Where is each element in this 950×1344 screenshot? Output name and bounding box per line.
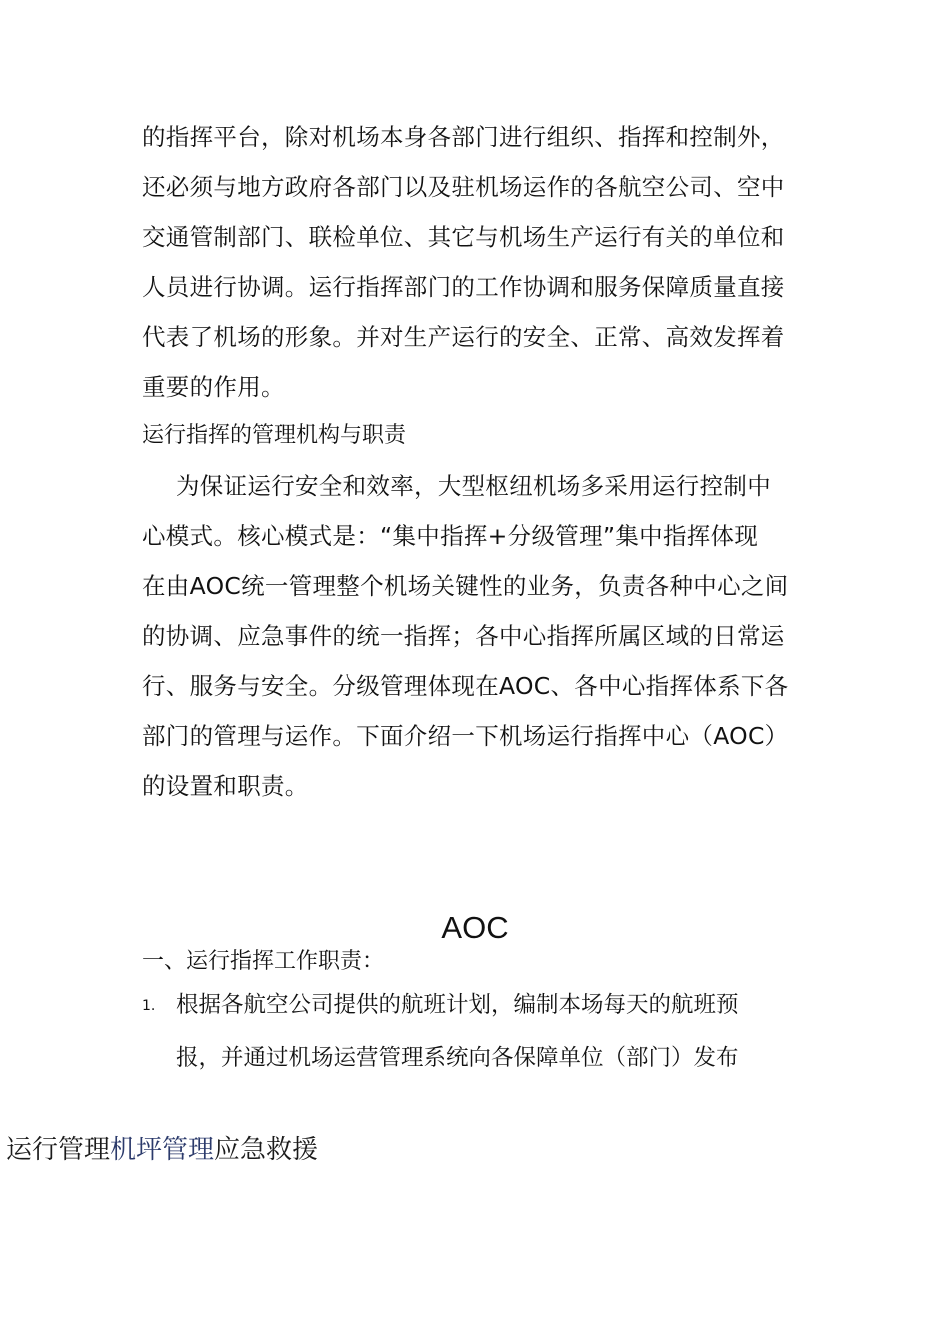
- text-line: 部门的管理与运作。下面介绍一下机场运行指挥中心（AOC）: [142, 722, 789, 750]
- duties-heading: 一、运行指挥工作职责：: [142, 949, 385, 974]
- footer-link-apron[interactable]: 机坪管理: [110, 1135, 215, 1165]
- list-item-continuation: 报，并通过机场运营管理系统向各保障单位（部门）发布: [176, 1044, 739, 1071]
- text-line: 交通管制部门、联检单位、其它与机场生产运行有关的单位和: [142, 223, 785, 251]
- text-line: 的设置和职责。: [142, 772, 309, 800]
- list-number: 1.: [142, 997, 156, 1014]
- text-line: 代表了机场的形象。并对生产运行的安全、正常、高效发挥着: [142, 323, 785, 351]
- footer-link-emergency[interactable]: 应急救援: [214, 1135, 319, 1165]
- section-heading: 运行指挥的管理机构与职责: [142, 423, 407, 448]
- text-line: 人员进行协调。运行指挥部门的工作协调和服务保障质量直接: [142, 273, 785, 301]
- text-line: 心模式。核心模式是：“集中指挥+分级管理”集中指挥体现: [142, 522, 759, 550]
- paragraph-2: [142, 461, 822, 811]
- text-line: 还必须与地方政府各部门以及驻机场运作的各航空公司、空中: [142, 173, 785, 201]
- text-line: 的指挥平台，除对机场本身各部门进行组织、指挥和控制外，: [142, 123, 785, 151]
- text-line: 重要的作用。: [142, 373, 285, 401]
- list-item-text: 根据各航空公司提供的航班计划，编制本场每天的航班预: [176, 992, 739, 1018]
- duties-list: [142, 979, 822, 1084]
- footer-nav: [6, 1128, 318, 1172]
- aoc-title: AOC: [441, 910, 509, 945]
- text-line: 在由AOC统一管理整个机场关键性的业务，负责各种中心之间: [142, 572, 789, 600]
- text-line: 的协调、应急事件的统一指挥；各中心指挥所属区域的日常运: [142, 622, 785, 650]
- text-line: 为保证运行安全和效率，大型枢纽机场多采用运行控制中: [176, 472, 771, 500]
- footer-link-operations[interactable]: 运行管理: [6, 1135, 111, 1165]
- list-item: [142, 979, 822, 1032]
- paragraph-1: [142, 112, 822, 412]
- text-line: 行、服务与安全。分级管理体现在AOC、各中心指挥体系下各: [142, 672, 789, 700]
